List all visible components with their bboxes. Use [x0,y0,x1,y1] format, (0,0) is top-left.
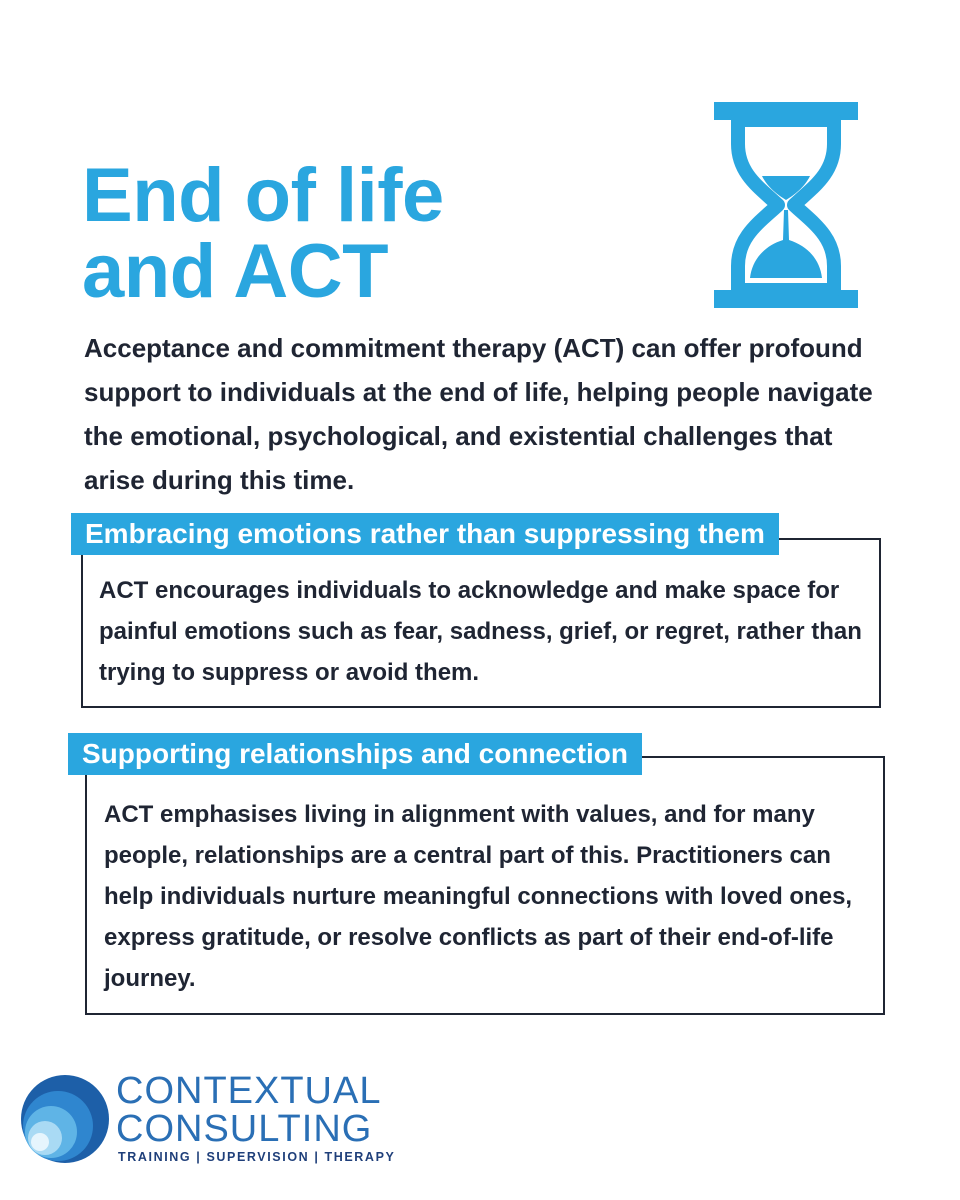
logo-name-line-1: CONTEXTUAL [116,1070,382,1112]
logo-name-line-2: CONSULTING [116,1108,373,1150]
logo-tagline: TRAINING | SUPERVISION | THERAPY [118,1150,396,1164]
section-heading-relationships: Supporting relationships and connection [68,733,642,775]
intro-paragraph: Acceptance and commitment therapy (ACT) can offer profound support to individuals at the end of life, helping people navigate the emotional, psychological, and existential challenges that arise during this time. [84,333,873,495]
page-title [82,153,444,314]
hourglass-icon [708,100,864,310]
section-heading-emotions: Embracing emotions rather than suppressing them [71,513,779,555]
page-title-line-1: End of life [82,153,444,238]
logo-wordmark [116,1072,381,1148]
section-body-emotions: ACT encourages individuals to acknowledge and make space for painful emotions such as fear, sadness, grief, or regret, rather than trying to suppress or avoid them. [99,577,862,686]
contextual-consulting-logo-icon [20,1074,110,1164]
section-body-relationships: ACT emphasises living in alignment with values, and for many people, relationships are a central part of this. Practitioners can help individuals nurture meaningful connections with loved ones, express gratitude, or resolve conflicts as part of their end-of-life journey. [104,801,853,992]
section-box-emotions [81,538,881,708]
section-box-relationships [85,756,885,1015]
page-title-line-2: and ACT [82,229,389,314]
